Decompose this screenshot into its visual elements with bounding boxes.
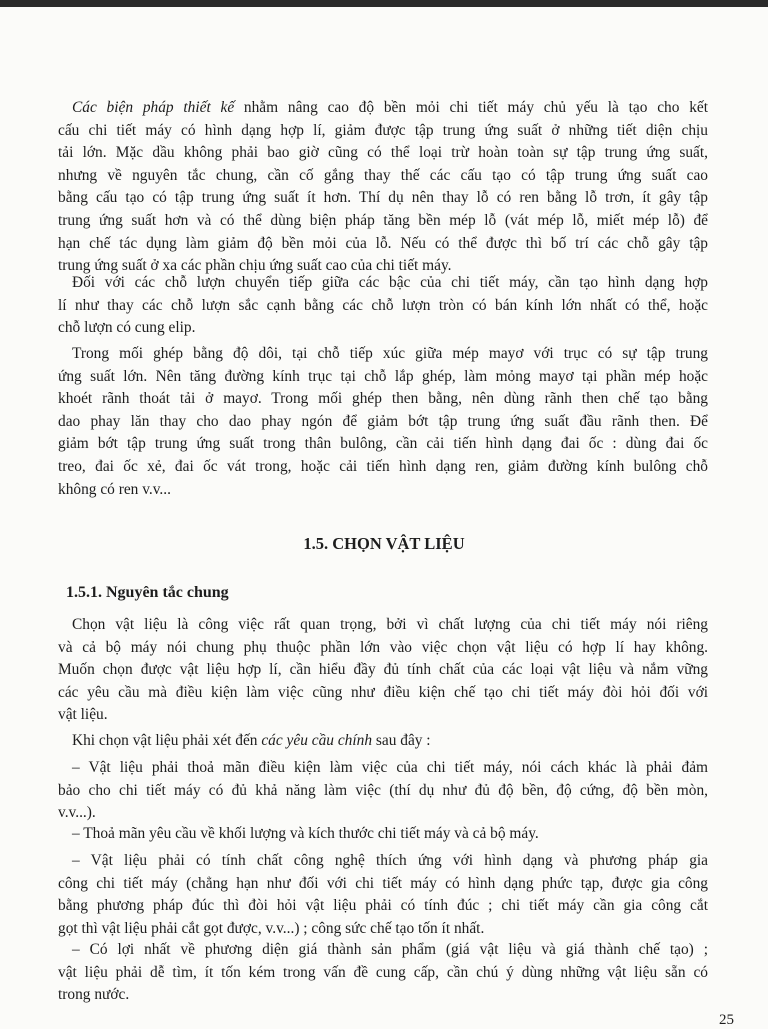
text-line: – Vật liệu phải thoả mãn điều kiện làm việc của chi tiết máy, nói cách khác là phải đảm — [72, 759, 708, 776]
text-line: chỗ lượn có cung elip. — [58, 319, 196, 337]
text-line: Trong mối ghép bằng độ dôi, tại chỗ tiếp xúc giữa mép mayơ với trục có sự tập trung — [72, 345, 708, 362]
list-item-working-conditions — [58, 757, 708, 825]
text-line: lí như thay các chỗ lượn sắc cạnh bằng các chỗ lượn tròn có bán kính lớn nhất có thể, hoặc — [58, 296, 708, 314]
text-line: giảm bớt tập trung ứng suất trong thân bulông, cần cải tiến hình dạng đai ốc : dùng đai ốc — [58, 435, 708, 453]
paragraph-interference-fit — [58, 343, 708, 501]
paragraph-design-measures — [58, 97, 708, 278]
paragraph-transitions — [58, 272, 708, 340]
text-line: hạn chế tác dụng làm giảm độ bền mỏi của lỗ. Nếu có thể được thì bố trí các chỗ gây tập — [58, 234, 708, 252]
text-line: dao phay lăn thay cho dao phay ngón để giảm bớt tập trung ứng suất đầu rãnh then. Để — [58, 412, 708, 430]
text-line: trong nước. — [58, 986, 130, 1004]
text-line: các yêu cầu mà điều kiện làm việc cũng như điều kiện chế tạo chi tiết máy đòi hỏi đối với — [58, 683, 708, 701]
text-line: Các biện pháp thiết kế nhằm nâng cao độ bền mỏi chi tiết máy chủ yếu là tạo cho kết — [72, 99, 708, 116]
text-line: – Thoả mãn yêu cầu về khối lượng và kích thước chi tiết máy và cả bộ máy. — [72, 825, 539, 842]
text-line: Muốn chọn được vật liệu hợp lí, cần hiểu đầy đủ tính chất của các loại vật liệu và nắm vững — [58, 661, 708, 679]
text-line: trung ứng suất hơn và có thể dùng biện pháp tăng bền mép lỗ (vát mép lỗ, miết mép lỗ) để — [58, 211, 708, 229]
text-line: Khi chọn vật liệu phải xét đến các yêu cầu chính sau đây : — [72, 732, 431, 749]
text-line: bằng cấu tạo có tập trung ứng suất ít hơn. Thí dụ nên thay lỗ có ren bằng lỗ trơn, ít gây tập — [58, 189, 708, 207]
page-top-border — [0, 0, 768, 7]
text-line: trung ứng suất ở xa các phần chịu ứng suất cao của chi tiết máy. — [58, 257, 452, 275]
list-item-mass-size — [58, 823, 708, 846]
text-line: Đối với các chỗ lượn chuyển tiếp giữa các bậc của chi tiết máy, cần tạo hình dạng hợp — [72, 274, 708, 291]
section-title: 1.5. CHỌN VẬT LIỆU — [303, 534, 465, 553]
text-line: ứng suất lớn. Nên tăng đường kính trục tại chỗ lắp ghép, làm mỏng mayơ tại phần mép hoặc — [58, 367, 708, 385]
text-line: vật liệu phải dễ tìm, ít tốn kém trong vấn đề cung cấp, cần chú ý dùng những vật liệu sẵn có — [58, 963, 708, 981]
text-line: bảo cho chi tiết máy có đủ khả năng làm việc (thí dụ như đủ độ bền, độ cứng, độ bền mòn, — [58, 781, 708, 799]
text-line: công chi tiết máy (chẳng hạn như đối với chi tiết máy có hình dạng phức tạp, được gia công — [58, 874, 708, 892]
paragraph-material-choice — [58, 614, 708, 727]
text-line: Chọn vật liệu là công việc rất quan trọng, bởi vì chất lượng của chi tiết máy nói riêng — [72, 616, 708, 633]
text-line: – Có lợi nhất về phương diện giá thành sản phẩm (giá vật liệu và giá thành chế tạo) ; — [72, 941, 708, 958]
text-line: v.v...). — [58, 804, 96, 822]
page-number: 25 — [719, 1012, 734, 1028]
text-line: bằng phương pháp đúc thì đòi hỏi vật liệu phải có tính đúc ; chi tiết máy cần gia công cắt — [58, 897, 708, 915]
text-line: và cả bộ máy nói chung phụ thuộc phần lớn vào việc chọn vật liệu có hợp lí hay không. — [58, 638, 708, 656]
text-line: nhưng về nguyên tắc chung, cần cố gắng thay thế các cấu tạo có tập trung ứng suất cao — [58, 166, 708, 184]
text-line: khoét rãnh thoát tải ở mayơ. Trong mối ghép then bằng, nên dùng rãnh then chế tạo bằng — [58, 390, 708, 408]
list-item-cost — [58, 939, 708, 1007]
text-line: không có ren v.v... — [58, 480, 171, 498]
text-line: vật liệu. — [58, 706, 108, 724]
paragraph-requirements-intro — [58, 730, 708, 753]
text-line: – Vật liệu phải có tính chất công nghệ thích ứng với hình dạng và phương pháp gia — [72, 852, 708, 869]
text-line: tải lớn. Mặc dầu không phải bao giờ cũng có thể loại trừ hoàn toàn sự tập trung ứng suất, — [58, 144, 708, 162]
text-line: cấu chi tiết máy có hình dạng hợp lí, giảm được tập trung ứng suất ở những tiết diện chịu — [58, 121, 708, 139]
text-line: treo, đai ốc xẻ, đai ốc vát trong, hoặc cải tiến hình dạng ren, giảm đường kính bulông chỗ — [58, 457, 708, 475]
list-item-technology — [58, 850, 708, 940]
text-line: gọt thì vật liệu phải cắt gọt được, v.v...) ; công sức chế tạo tốn ít nhất. — [58, 919, 485, 937]
subsection-title: 1.5.1. Nguyên tắc chung — [66, 584, 229, 601]
